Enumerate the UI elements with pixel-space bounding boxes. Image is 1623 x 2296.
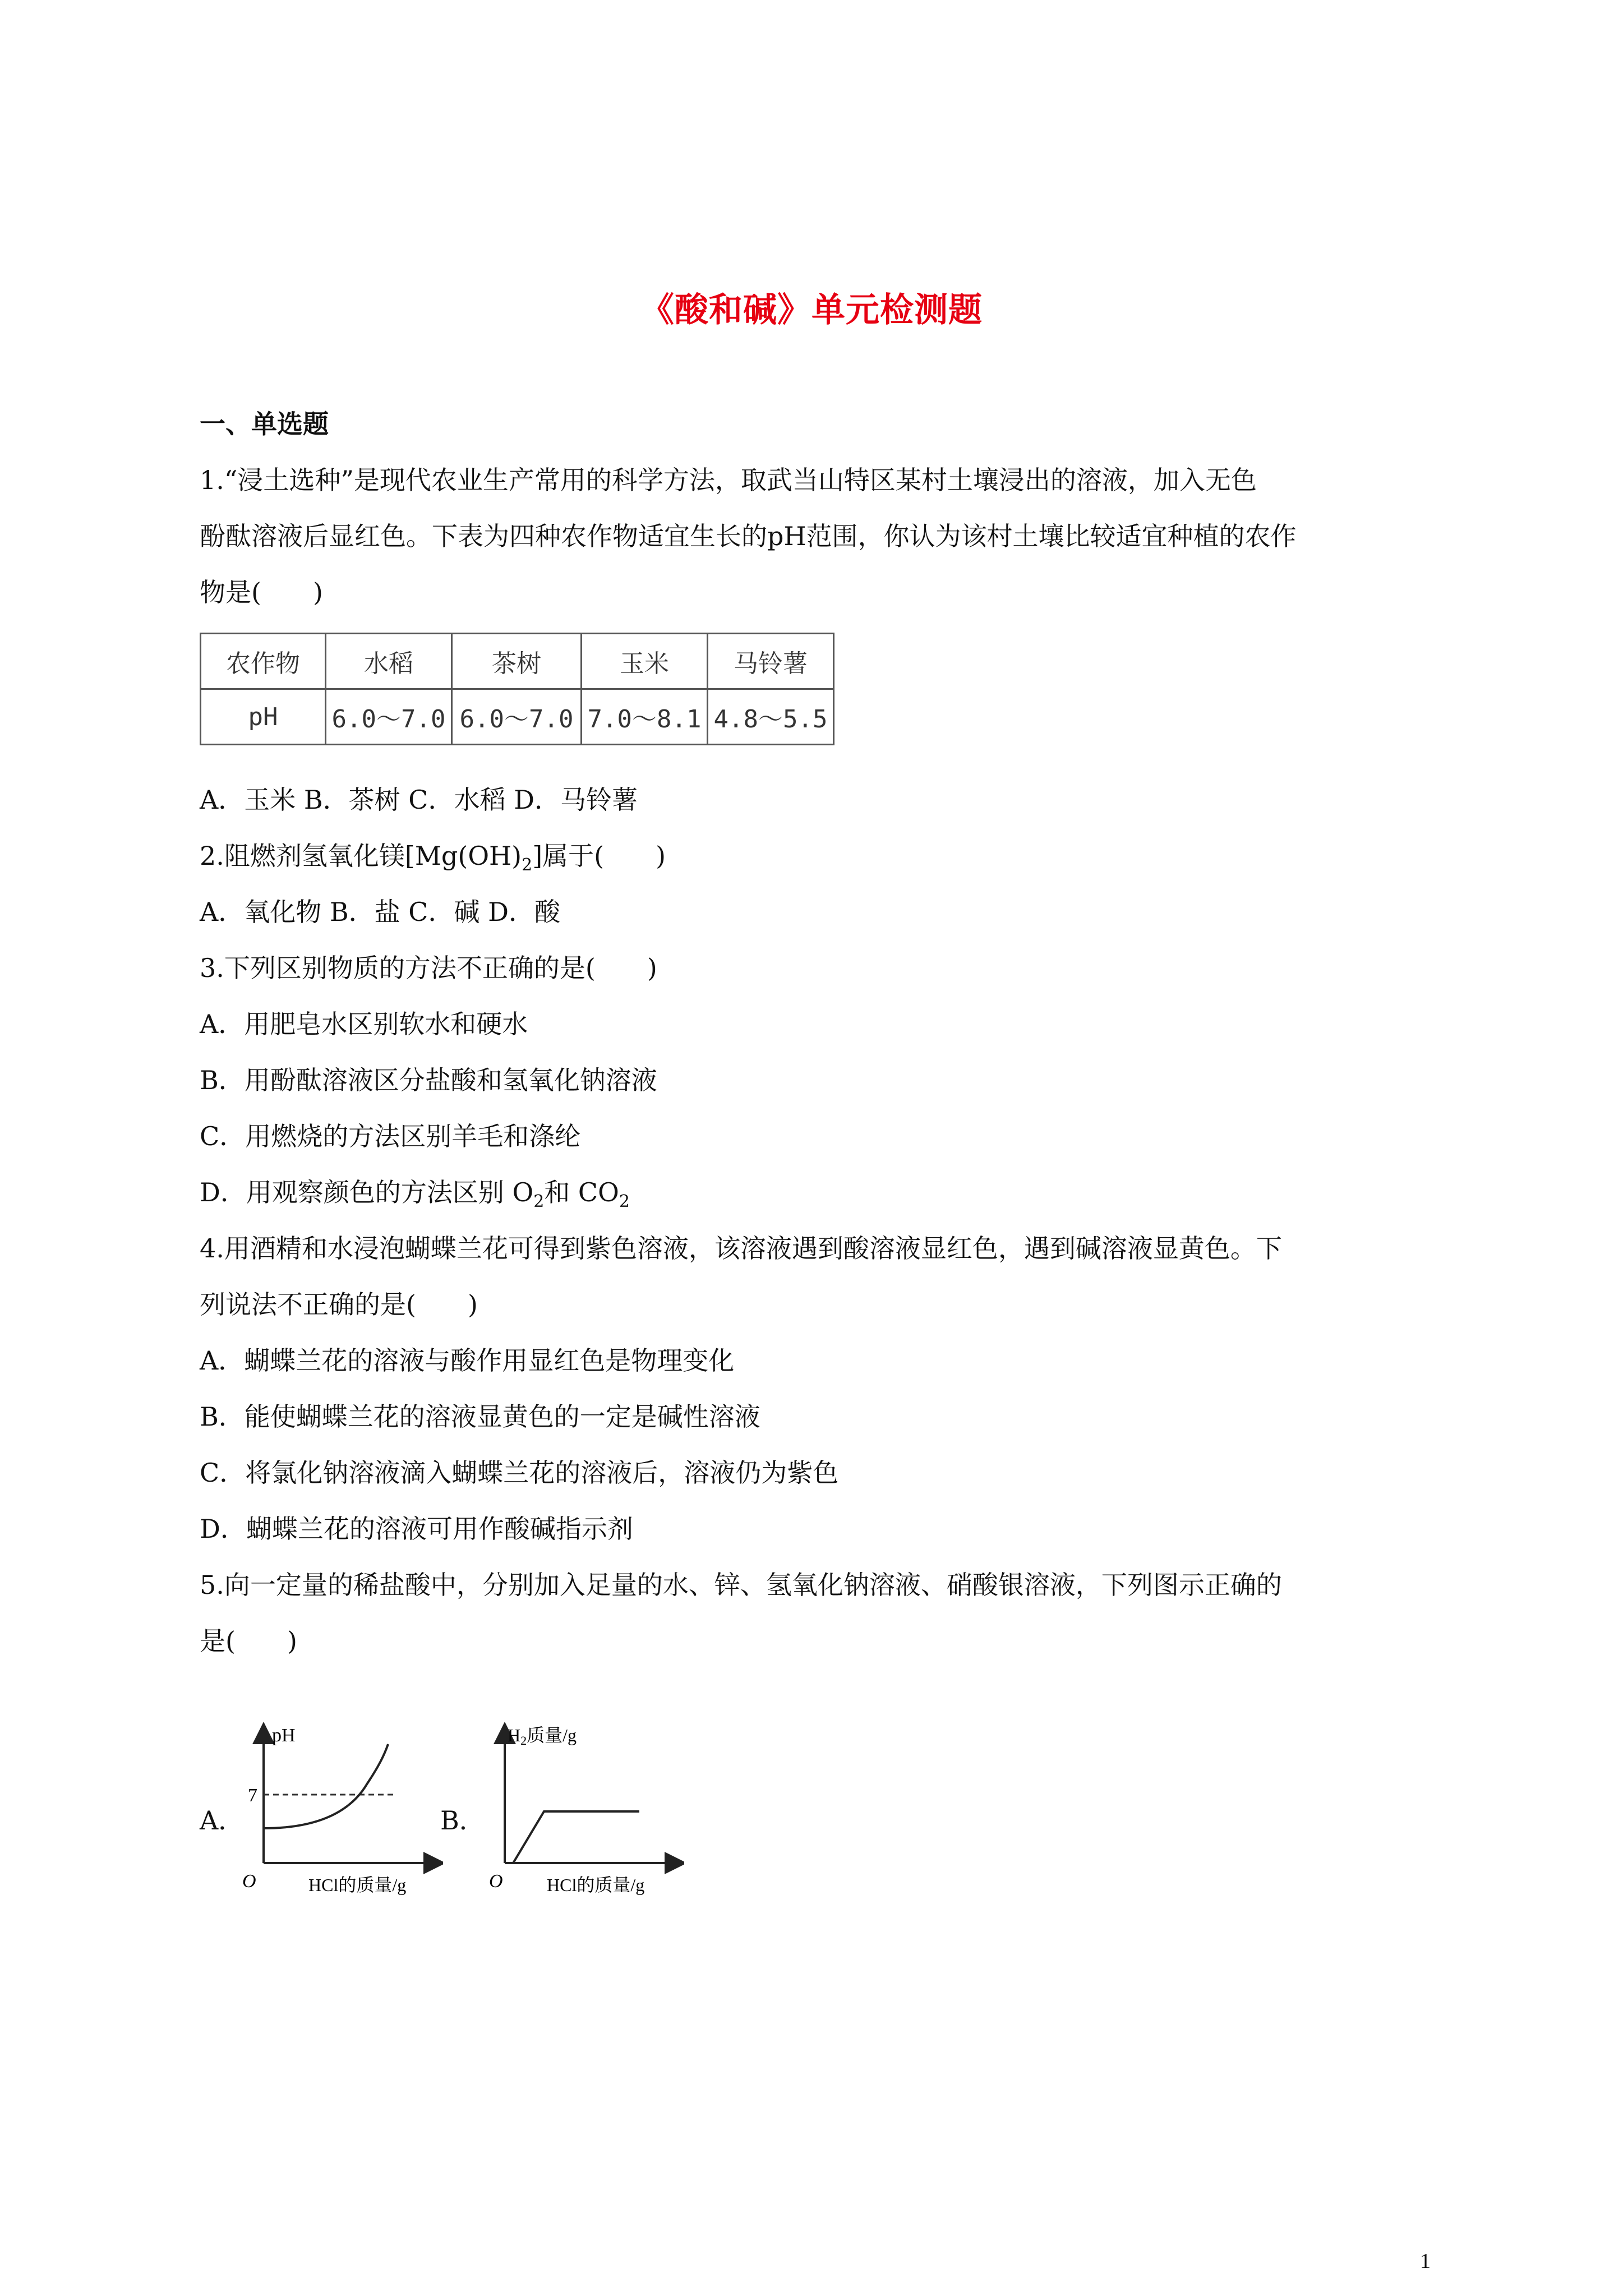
q5-option-a-label: A．	[200, 1805, 245, 1836]
page-number: 1	[1420, 2249, 1431, 2273]
graph-a-y-label: pH	[272, 1725, 296, 1746]
q4-option-c: C．将氯化钠溶液滴入蝴蝶兰花的溶液后，溶液仍为紫色	[200, 1458, 839, 1488]
q4-option-b: B．能使蝴蝶兰花的溶液显黄色的一定是碱性溶液	[200, 1401, 760, 1432]
crop-ph-table	[200, 633, 834, 745]
q5-graph-a	[241, 1716, 443, 1898]
table-cell: pH	[201, 689, 326, 745]
q1-line-3: 物是( )	[200, 577, 323, 607]
table-row	[201, 634, 834, 689]
table-cell: 4.8～5.5	[708, 689, 834, 745]
q3-option-b: B．用酚酞溶液区分盐酸和氢氧化钠溶液	[200, 1065, 657, 1095]
table-row	[201, 689, 834, 745]
q4-option-a: A．蝴蝶兰花的溶液与酸作用显红色是物理变化	[200, 1345, 735, 1376]
q2-stem: 2.阻燃剂氢氧化镁$[Mg(OH)_2]$属于( )	[200, 841, 666, 875]
graph-b-y-label: H2质量/g	[508, 1725, 577, 1748]
graph-a-tick-7: 7	[248, 1785, 257, 1806]
q3-option-d: D．用观察颜色的方法区别 $O_2$和 $CO_2$	[200, 1177, 630, 1211]
q1-line-2: 酚酞溶液后显红色。下表为四种农作物适宜生长的pH范围，你认为该村土壤比较适宜种植的农作	[200, 521, 1297, 551]
graph-a-origin: O	[242, 1871, 256, 1892]
table-cell: 6.0～7.0	[326, 689, 452, 745]
section-heading: 一、单选题	[200, 409, 329, 439]
q1-options: A．玉米 B．茶树 C．水稻 D．马铃薯	[200, 785, 638, 815]
q4-line-2: 列说法不正确的是( )	[200, 1289, 478, 1320]
page-title: 《酸和碱》单元检测题	[640, 291, 983, 330]
table-cell: 7.0～8.1	[582, 689, 708, 745]
q5-option-b-label: B．	[440, 1805, 485, 1836]
q3-option-a: A．用肥皂水区别软水和硬水	[200, 1009, 528, 1039]
q4-option-d: D．蝴蝶兰花的溶液可用作酸碱指示剂	[200, 1514, 633, 1544]
q3-stem: 3.下列区别物质的方法不正确的是( )	[200, 953, 657, 983]
graph-b-x-label: HCl的质量/g	[547, 1875, 645, 1895]
q3-option-c: C．用燃烧的方法区别羊毛和涤纶	[200, 1121, 581, 1151]
q2-options: A．氧化物 B．盐 C．碱 D．酸	[200, 897, 560, 927]
q5-graph-b	[482, 1716, 684, 1898]
q1-line-1: 1.“浸土选种”是现代农业生产常用的科学方法，取武当山特区某村土壤浸出的溶液，加入无色	[200, 465, 1257, 495]
q4-line-1: 4.用酒精和水浸泡蝴蝶兰花可得到紫色溶液，该溶液遇到酸溶液显红色，遇到碱溶液显黄色。下	[200, 1233, 1282, 1264]
table-cell: 6.0～7.0	[452, 689, 582, 745]
graph-b-origin: O	[489, 1871, 503, 1892]
table-cell: 茶树	[452, 634, 582, 689]
q5-line-1: 5.向一定量的稀盐酸中，分别加入足量的水、锌、氢氧化钠溶液、硝酸银溶液，下列图示正确的	[200, 1570, 1282, 1600]
table-cell: 农作物	[201, 634, 326, 689]
q5-line-2: 是( )	[200, 1626, 297, 1656]
table-cell: 玉米	[582, 634, 708, 689]
table-cell: 水稻	[326, 634, 452, 689]
graph-a-x-label: HCl的质量/g	[308, 1875, 407, 1895]
table-cell: 马铃薯	[708, 634, 834, 689]
